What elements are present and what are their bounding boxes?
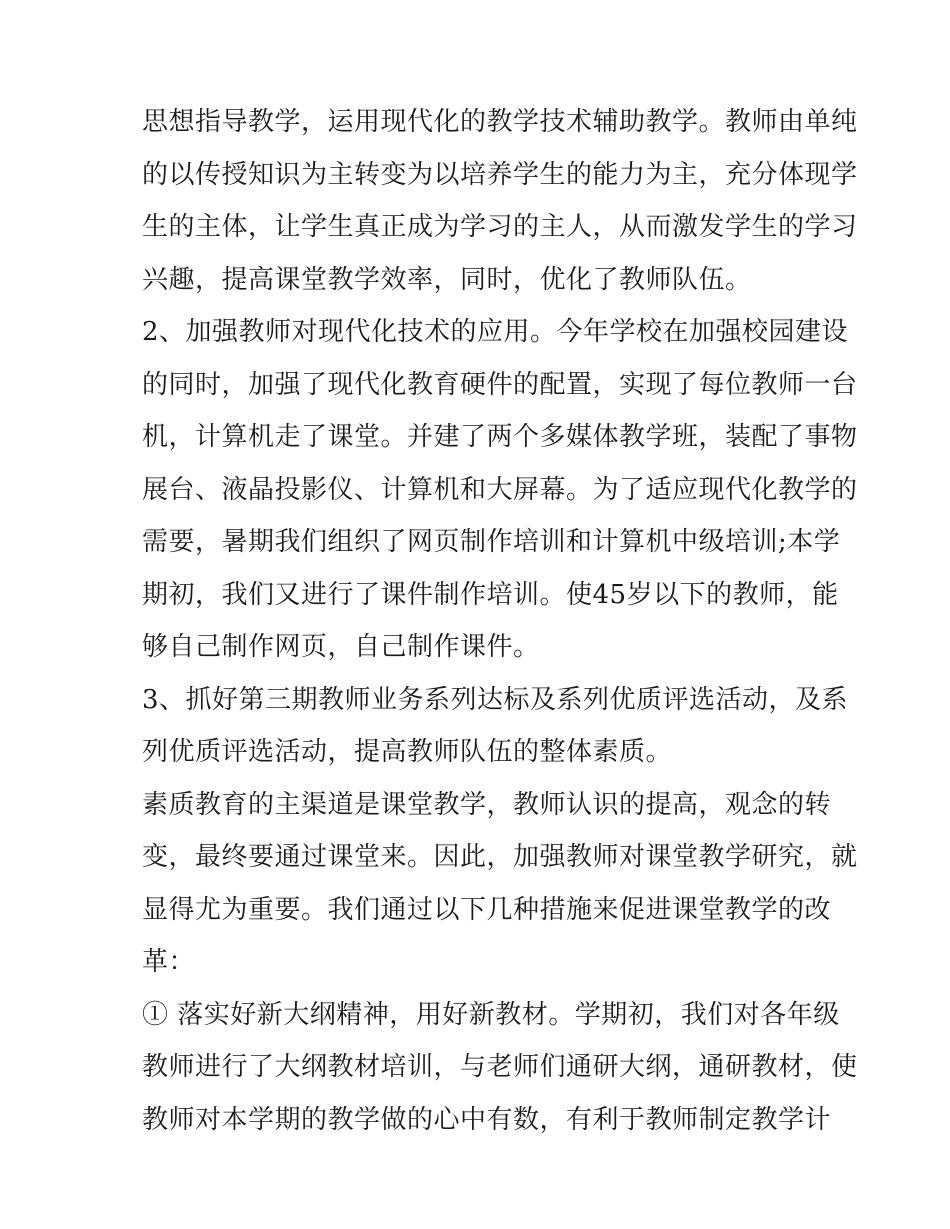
text-line: 显得尤为重要。我们通过以下几种措施来促进课堂教学的改 xyxy=(142,894,832,925)
text-line: 教师对本学期的教学做的心中有数，有利于教师制定教学计 xyxy=(142,1104,832,1135)
text-line: 变，最终要通过课堂来。因此，加强教师对课堂教学研究，就 xyxy=(142,842,858,872)
text-line: 期初，我们又进行了课件制作培训。使45岁以下的教师，能 xyxy=(142,579,839,610)
text-line: 3、抓好第三期教师业务系列达标及系列优质评选活动，及系 xyxy=(142,684,849,715)
text-line: 2、加强教师对现代化技术的应用。今年学校在加强校园建设 xyxy=(142,317,849,347)
text-line: 列优质评选活动，提高教师队伍的整体素质。 xyxy=(142,737,673,767)
text-line: ① 落实好新大纲精神，用好新教材。学期初，我们对各年级 xyxy=(142,999,840,1030)
text-line: 生的主体，让学生真正成为学习的主人，从而激发学生的学习 xyxy=(142,212,858,242)
text-line: 展台、液晶投影仪、计算机和大屏幕。为了适应现代化教学的 xyxy=(142,474,858,505)
body-text xyxy=(142,96,858,1146)
text-line: 革： xyxy=(142,947,196,977)
text-line: 的同时，加强了现代化教育硬件的配置，实现了每位教师一台 xyxy=(142,369,858,400)
text-line: 素质教育的主渠道是课堂教学，教师认识的提高，观念的转 xyxy=(142,789,832,820)
text-line: 思想指导教学，运用现代化的教学技术辅助教学。教师由单纯 xyxy=(142,107,858,137)
text-line: 的以传授知识为主转变为以培养学生的能力为主，充分体现学 xyxy=(142,159,858,190)
text-line: 兴趣，提高课堂教学效率，同时，优化了教师队伍。 xyxy=(142,264,752,295)
text-line: 够自己制作网页，自己制作课件。 xyxy=(142,632,540,662)
text-line: 教师进行了大纲教材培训，与老师们通研大纲，通研教材，使 xyxy=(142,1052,858,1082)
text-line: 机，计算机走了课堂。并建了两个多媒体教学班，装配了事物 xyxy=(142,422,858,452)
text-line: 需要，暑期我们组织了网页制作培训和计算机中级培训;本学 xyxy=(142,527,841,557)
